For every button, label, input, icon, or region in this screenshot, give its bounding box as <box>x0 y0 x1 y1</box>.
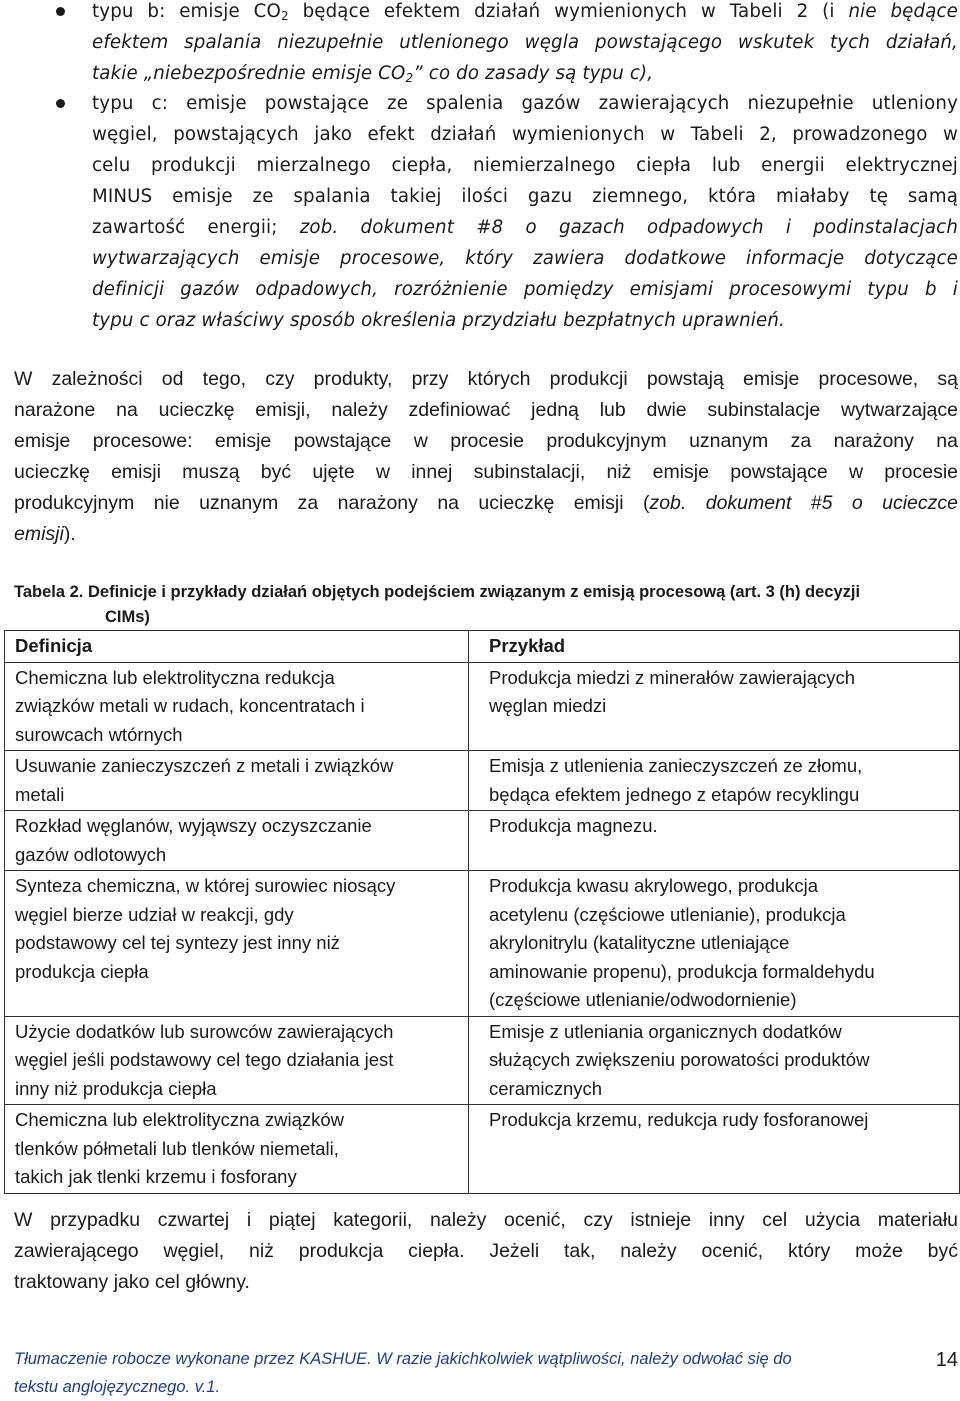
cell-line: Produkcja krzemu, redukcja rudy fosforanowej <box>489 1109 869 1130</box>
cell-przyklad <box>469 662 960 751</box>
cell-line: służących zwiększeniu porowatości produktów <box>489 1049 870 1070</box>
paragraph-categories <box>14 1205 958 1298</box>
cell-definicja <box>5 811 469 871</box>
cell-przyklad <box>469 1105 960 1194</box>
text-line <box>92 150 958 181</box>
page-number: 14 <box>935 1349 958 1371</box>
caption-line: Tabela 2. Definicje i przykłady działań objętych podejściem związanym z emisją procesową (art. 3 (h) decyzji <box>14 583 861 601</box>
cell-przyklad <box>469 871 960 1017</box>
cell-line: będąca efektem jednego z etapów recyklingu <box>489 783 860 805</box>
text-line <box>14 1236 958 1267</box>
cell-line: węglan miedzi <box>489 695 607 716</box>
cell-line: acetylenu (częściowe utlenianie), produkcja <box>489 903 846 925</box>
cell-line: Emisje z utleniania organicznych dodatków <box>489 1020 842 1042</box>
text-line <box>14 1205 958 1236</box>
table-row <box>5 1016 960 1105</box>
text-run: W zależności od tego, czy produkty, przy których produkcji powstają emisje procesowe, są <box>14 368 958 390</box>
text-run: będące efektem działań wymienionych w Tabeli 2 (i <box>288 1 849 22</box>
cell-line: Produkcja kwasu akrylowego, produkcja <box>489 875 819 896</box>
text-line <box>92 305 958 336</box>
text-run: ucieczkę emisji muszą być ujęte w innej subinstalacji, niż emisje powstające w procesie <box>14 461 958 483</box>
text-line <box>92 119 958 150</box>
cell-line: ceramicznych <box>489 1077 603 1099</box>
bullet-item-typ-c <box>0 88 960 336</box>
cell-line: aminowanie propenu), produkcja formaldehydu <box>489 960 875 982</box>
cell-line: takich jak tlenki krzemu i fosforany <box>15 1166 297 1187</box>
text-run: węgiel, powstających jako efekt działań wymienionych w Tabeli 2, prowadzonego w <box>92 124 958 145</box>
text-run: typu c: emisje powstające ze spalenia gazów zawierających niezupełnie utleniony <box>92 93 958 114</box>
cell-line: tlenków półmetali lub tlenków niemetali, <box>15 1137 339 1159</box>
text-line <box>92 274 958 305</box>
text-line <box>14 1267 958 1298</box>
cell-line: inny niż produkcja ciepła <box>15 1077 217 1099</box>
text-line <box>92 0 958 27</box>
text-run: nie będące <box>848 1 959 22</box>
cell-line: podstawowy cel tej syntezy jest inny niż <box>15 932 340 953</box>
cell-line: gazów odlotowych <box>15 843 167 865</box>
cell-line: węgiel jeśli podstawowy cel tego działania jest <box>15 1049 394 1070</box>
cell-line: Produkcja magnezu. <box>489 815 658 836</box>
cell-przyklad <box>469 751 960 811</box>
text-line <box>92 58 958 89</box>
text-line <box>92 27 958 58</box>
text-run: zawierającego węgiel, niż produkcja ciepła. Jeżeli tak, należy ocenić, który może być <box>14 1240 958 1262</box>
footer-note <box>14 1345 904 1401</box>
cell-line: akrylonitrylu (katalityczne utleniające <box>489 932 790 953</box>
text-run: produkcyjnym nie uznanym za narażony na ucieczkę emisji ( <box>14 492 650 514</box>
text-run: ). <box>63 523 76 545</box>
text-run: typu b: emisje CO <box>92 1 281 22</box>
cell-definicja <box>5 751 469 811</box>
text-line <box>92 181 958 212</box>
text-run: narażone na ucieczkę emisji, należy zdefiniować jedną lub dwie subinstalacje wytwarzające <box>14 399 958 421</box>
cell-line: Emisja z utlenienia zanieczyszczeń ze złomu, <box>489 755 863 776</box>
cell-definicja <box>5 1016 469 1105</box>
text-run: W przypadku czwartej i piątej kategorii, należy ocenić, czy istnieje inny cel użycia materiału <box>14 1209 958 1231</box>
text-run: definicji gazów odpadowych, rozróżnienie pomiędzy emisjami procesowymi typu b i <box>92 279 958 300</box>
cell-line: węgiel bierze udział w reakcji, gdy <box>15 903 294 925</box>
text-run: MINUS emisje ze spalania takiej ilości gazu ziemnego, która miałaby tę samą <box>92 186 958 207</box>
text-line <box>92 212 958 243</box>
text-run: ” co do zasady są typu c), <box>413 63 654 84</box>
table-caption <box>14 580 958 630</box>
table-row <box>5 662 960 751</box>
text-run: takie „niebezpośrednie emisje CO <box>92 63 406 84</box>
cell-line: związków metali w rudach, koncentratach i <box>15 695 365 716</box>
cell-definicja <box>5 662 469 751</box>
caption-line: CIMs) <box>105 608 150 626</box>
cell-line: Chemiczna lub elektrolityczna redukcja <box>15 666 335 688</box>
text-run: emisje procesowe: emisje powstające w procesie produkcyjnym uznanym za narażony na <box>14 430 958 452</box>
cell-line: Chemiczna lub elektrolityczna związków <box>15 1109 345 1130</box>
cell-przyklad <box>469 811 960 871</box>
cell-line: Usuwanie zanieczyszczeń z metali i związków <box>15 755 394 776</box>
text-run: efektem spalania niezupełnie utlenionego węgla powstającego wskutek tych działań, <box>92 32 958 53</box>
text-run: emisji <box>14 523 64 545</box>
bullet-item-typ-b <box>0 0 960 89</box>
cell-line: Rozkład węglanów, wyjąwszy oczyszczanie <box>15 815 372 836</box>
text-run: wytwarzających emisje procesowe, który zawiera dodatkowe informacje dotyczące <box>92 248 958 269</box>
bullet-icon <box>56 7 65 16</box>
text-line <box>14 519 958 550</box>
cell-line: Produkcja miedzi z minerałów zawierających <box>489 666 856 688</box>
text-run: zob. dokument #5 o ucieczce <box>649 492 958 514</box>
text-line <box>14 364 958 395</box>
cell-przyklad <box>469 1016 960 1105</box>
table-row <box>5 871 960 1017</box>
table-row <box>5 1105 960 1194</box>
text-run: typu c oraz właściwy sposób określenia przydziału bezpłatnych uprawnień. <box>92 310 785 331</box>
footer-line: Tłumaczenie robocze wykonane przez KASHUE. W razie jakichkolwiek wątpliwości, należy odwołać się do <box>14 1350 792 1368</box>
text-run: zob. dokument #8 o gazach odpadowych i podinstalacjach <box>299 217 959 238</box>
paragraph-leakage <box>14 364 958 550</box>
cell-line: Użycie dodatków lub surowców zawierających <box>15 1020 394 1042</box>
text-run: celu produkcji mierzalnego ciepła, niemierzalnego ciepła lub energii elektrycznej <box>92 155 958 176</box>
text-run: zawartość energii; <box>92 217 300 238</box>
cell-definicja <box>5 871 469 1017</box>
table-row <box>5 811 960 871</box>
cell-line: (częściowe utlenianie/odwodornienie) <box>489 989 797 1010</box>
text-run: 2 <box>280 9 289 23</box>
cell-line: metali <box>15 783 65 805</box>
header-przyklad: Przykład <box>469 631 960 663</box>
text-line <box>92 243 958 274</box>
text-line <box>14 488 958 519</box>
text-run: traktowany jako cel główny. <box>14 1271 250 1293</box>
definitions-table <box>4 630 960 1194</box>
text-line <box>92 88 958 119</box>
table-header-row <box>5 631 960 663</box>
bullet-icon <box>56 99 65 108</box>
cell-line: Synteza chemiczna, w której surowiec niosący <box>15 875 396 896</box>
cell-line: surowcach wtórnych <box>15 723 183 745</box>
table-row <box>5 751 960 811</box>
cell-definicja <box>5 1105 469 1194</box>
text-line <box>14 457 958 488</box>
text-line <box>14 426 958 457</box>
text-line <box>14 395 958 426</box>
footer-line: tekstu anglojęzycznego. v.1. <box>14 1378 221 1396</box>
header-definicja: Definicja <box>5 631 469 663</box>
cell-line: produkcja ciepła <box>15 960 149 982</box>
text-run: 2 <box>405 71 414 85</box>
